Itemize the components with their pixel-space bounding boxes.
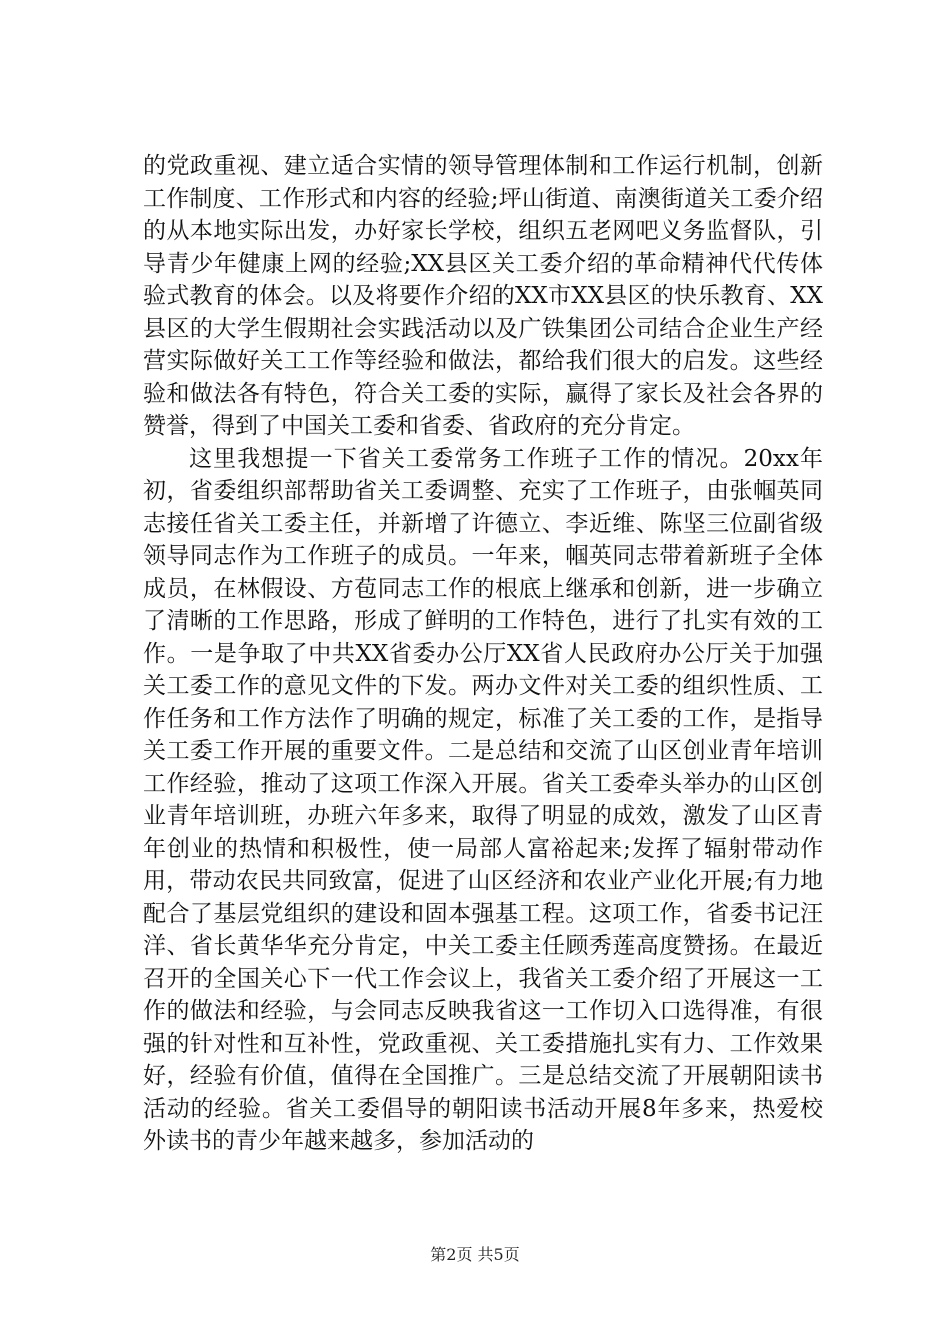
paragraph-work-team: 这里我想提一下省关工委常务工作班子工作的情况。20xx年初，省委组织部帮助省关工委调整、充实了工作班子，由张帼英同志接任省关工委主任，并新增了许德立、李近维、陈坚三位副省级领导同志作为工作班子的成员。一年来，帼英同志带着新班子全体成员，在林假设、方苞同志工作的根底上继承和创新，进一步确立了清晰的工作思路，形成了鲜明的工作特色，进行了扎实有效的工作。一是争取了中共XX省委办公厅XX省人民政府办公厅关于加强关工委工作的意见文件的下发。两办文件对关工委的组织性质、工作任务和工作方法作了明确的规定，标准了关工委的工作，是指导关工委工作开展的重要文件。二是总结和交流了山区创业青年培训工作经验，推动了这项工作深入开展。省关工委牵头举办的山区创业青年培训班，办班六年多来，取得了明显的成效，激发了山区青年创业的热情和积极性，使一局部人富裕起来;发挥了辐射带动作用，带动农民共同致富，促进了山区经济和农业产业化开展;有力地配合了基层党组织的建设和固本强基工程。这项工作，省委书记汪洋、省长黄华华充分肯定，中关工委主任顾秀莲高度赞扬。在最近召开的全国关心下一代工作会议上，我省关工委介绍了开展这一工作的做法和经验，与会同志反映我省这一工作切入口选得准，有很强的针对性和互补性，党政重视、关工委措施扎实有力、工作效果好，经验有价值，值得在全国推广。三是总结交流了开展朝阳读书活动的经验。省关工委倡导的朝阳读书活动开展8年多来，热爱校外读书的青少年越来越多，参加活动的 (143, 445, 823, 1154)
page-footer: 第2页 共5页 (430, 1245, 520, 1264)
paragraph-continued: 的党政重视、建立适合实情的领导管理体制和工作运行机制，创新工作制度、工作形式和内容的经验;坪山街道、南澳街道关工委介绍的从本地实际出发，办好家长学校，组织五老网吧义务监督队，引导青少年健康上网的经验;XX县区关工委介绍的革命精神代代传体验式教育的体会。以及将要作介绍的XX市XX县区的快乐教育、XX县区的大学生假期社会实践活动以及广铁集团公司结合企业生产经营实际做好关工工作等经验和做法，都给我们很大的启发。这些经验和做法各有特色，符合关工委的实际，赢得了家长及社会各界的赞誉，得到了中国关工委和省委、省政府的充分肯定。 (143, 153, 823, 439)
document-body (143, 150, 823, 1158)
